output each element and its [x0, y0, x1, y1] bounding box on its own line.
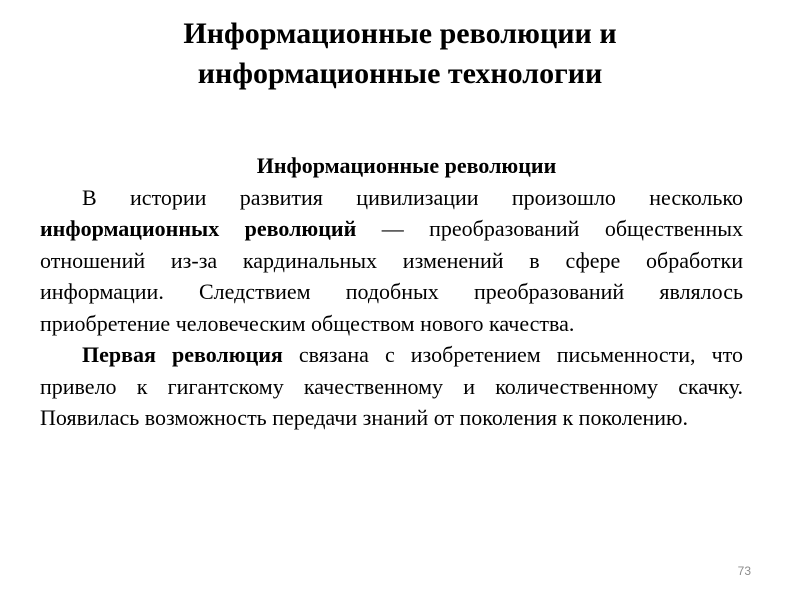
slide-title-line1: Информационные революции и: [183, 17, 617, 50]
page-number: 73: [737, 564, 751, 578]
paragraph2-bold-term: Первая революция: [82, 342, 283, 367]
slide-title: [60, 14, 740, 94]
paragraph1-intro: В истории развития цивилизации произошло несколько: [82, 184, 743, 210]
paragraph1-bold-term: информационных революций: [40, 216, 357, 241]
paragraph1-rest: — преобразований общественных отношений из-за кардинальных изменений в сфере обработки информации. Следствием подобных преобразований являлось приобретение человеческим обществом нового качества.: [40, 216, 744, 336]
paragraph-information-revolutions: [40, 182, 743, 340]
slide-body: [40, 150, 743, 434]
paragraph2-rest: связана с изобретением письменности, что привело к гигантскому качественному и количественному скачку. Появилась возможность передачи знаний от поколения к поколению.: [40, 342, 744, 430]
paragraph-first-revolution: [40, 339, 743, 434]
slide-title-line2: информационные технологии: [197, 57, 603, 90]
section-heading: Информационные революции: [256, 153, 557, 178]
